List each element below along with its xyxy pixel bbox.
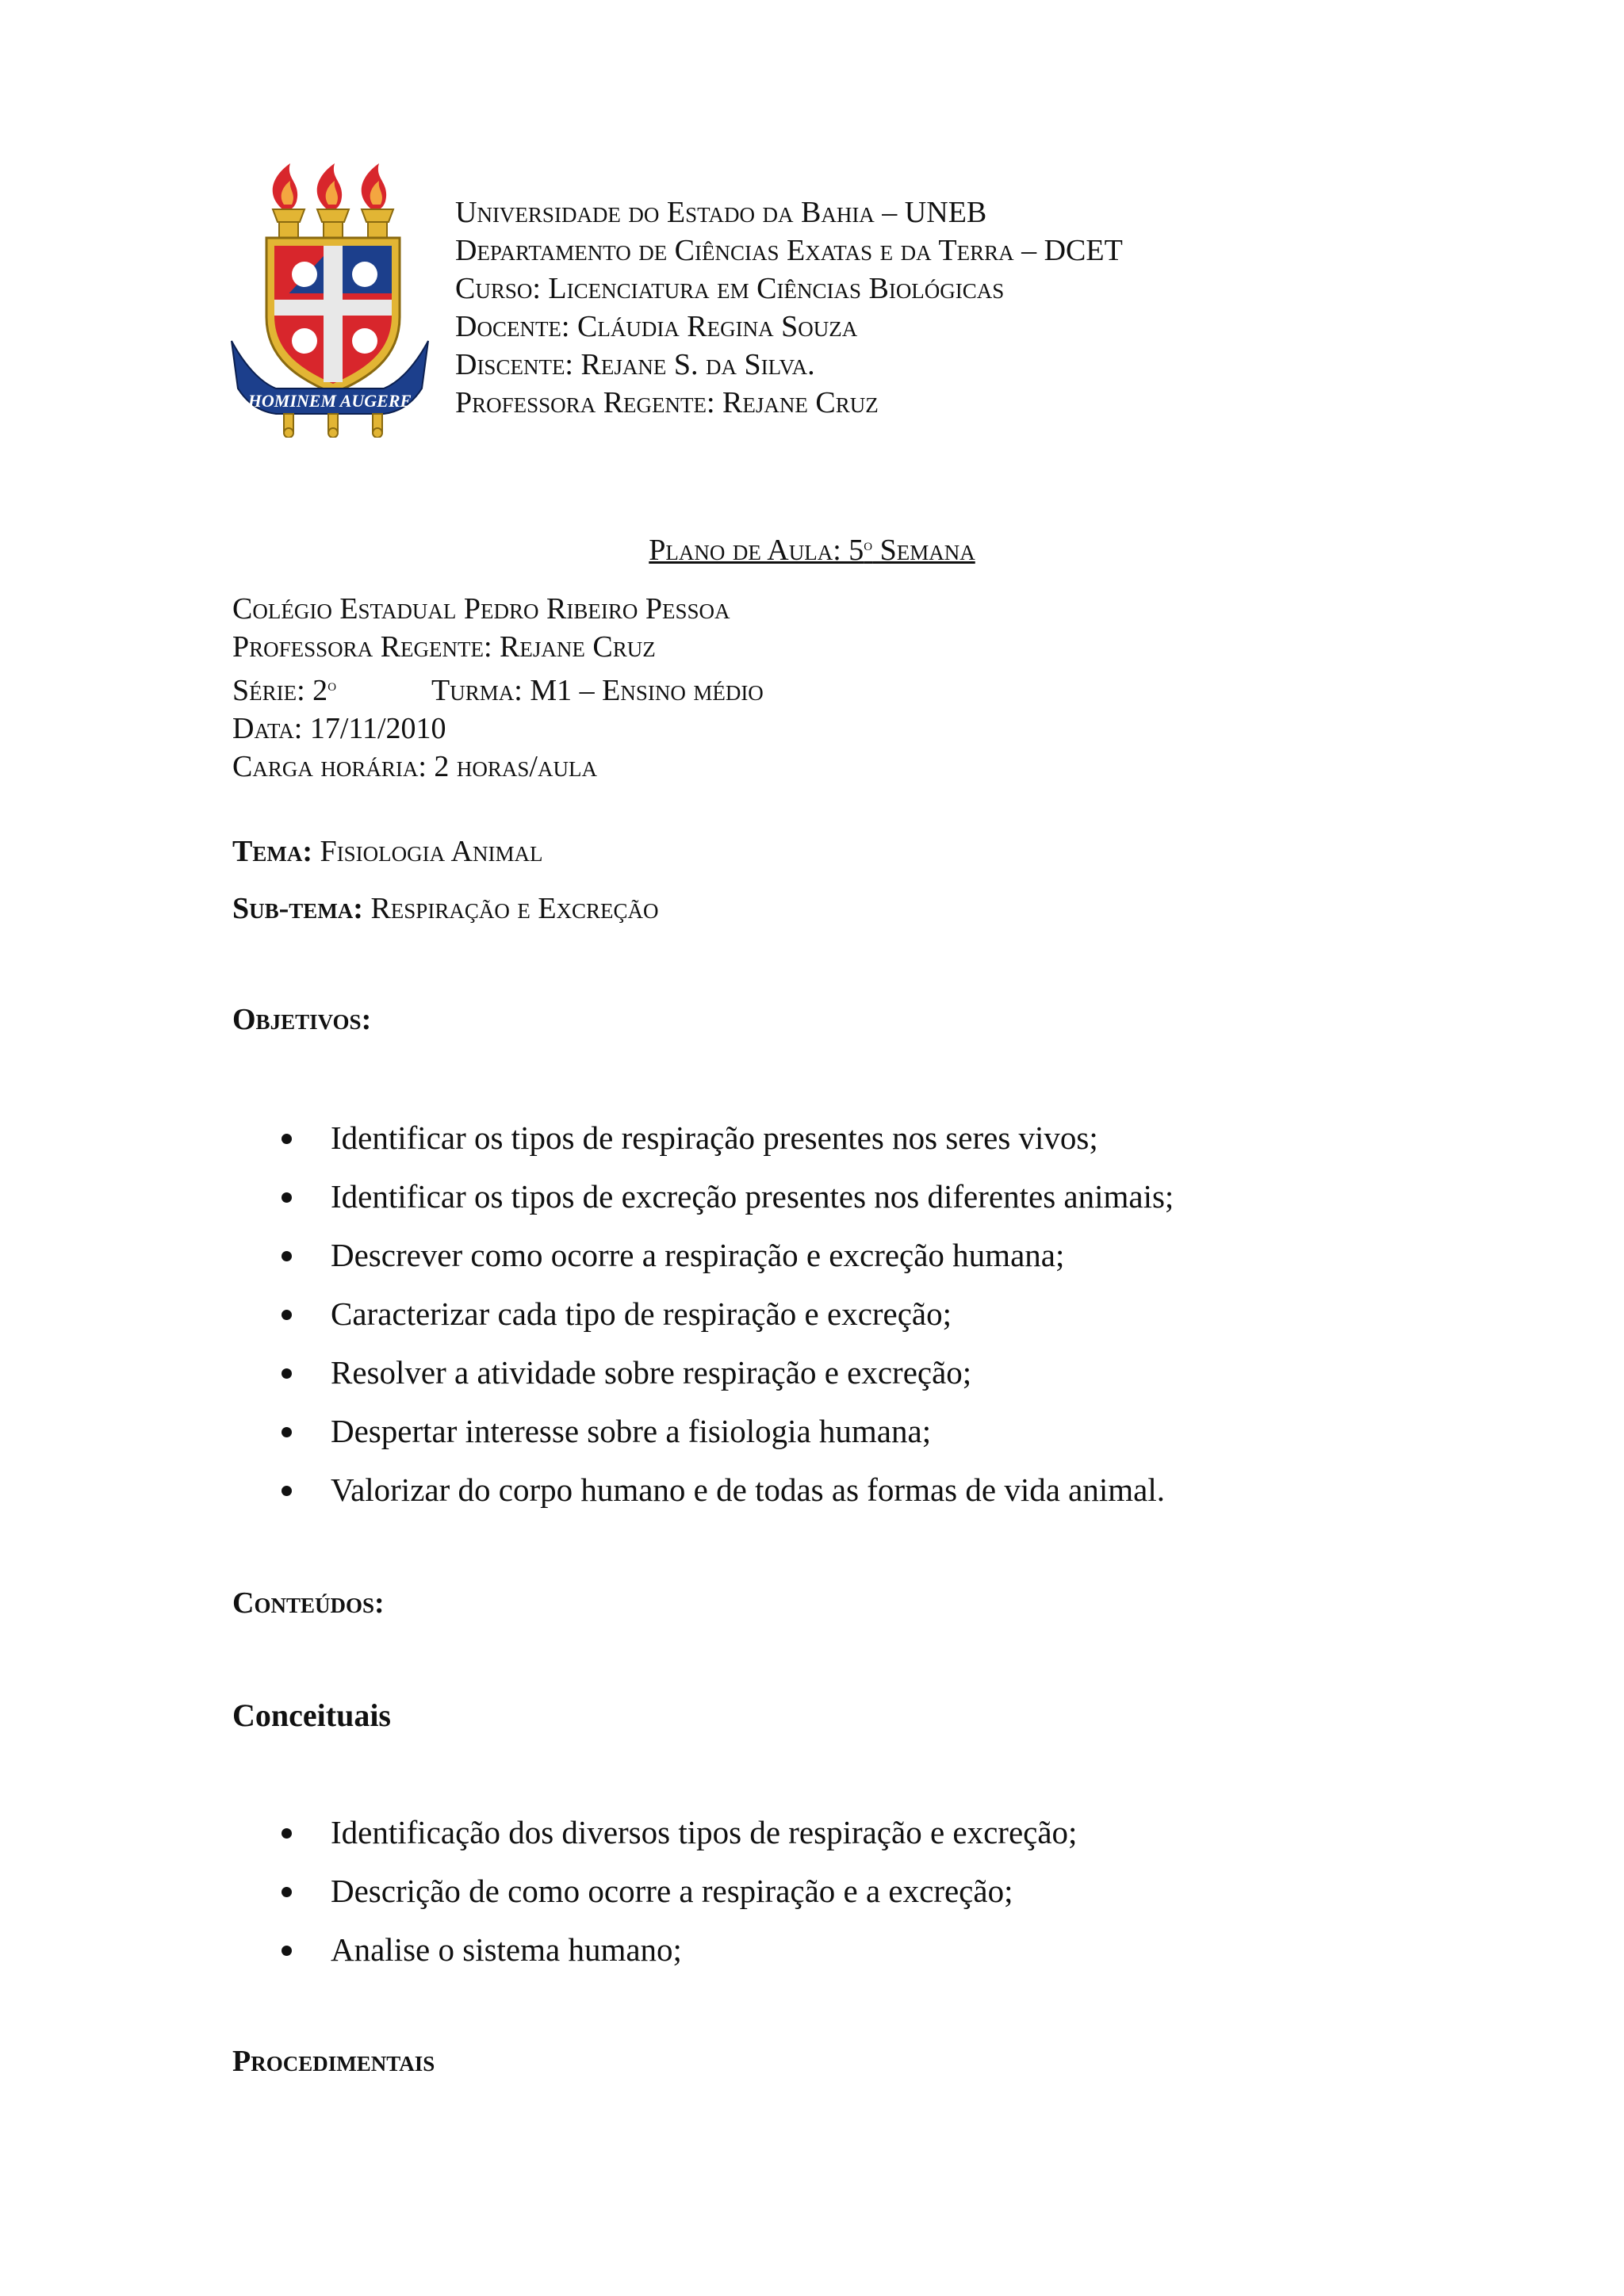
university-line: Universidade do Estado da Bahia – UNEB bbox=[455, 196, 987, 229]
objetivos-list bbox=[282, 1108, 1174, 1519]
logo-motto: HOMINEM AUGERE bbox=[247, 391, 412, 411]
professora-line: Professora Regente: Rejane Cruz bbox=[455, 386, 879, 419]
school-name: Colégio Estadual Pedro Ribeiro Pessoa bbox=[232, 592, 730, 626]
subtema-line bbox=[232, 891, 659, 926]
serie-sup: o bbox=[327, 675, 337, 695]
class-info bbox=[232, 590, 764, 786]
turma-label: Turma: M1 – Ensino médio bbox=[431, 674, 764, 707]
plan-title bbox=[0, 533, 1624, 568]
list-item: Identificar os tipos de respiração presentes nos seres vivos; bbox=[282, 1108, 1174, 1167]
bullet-icon bbox=[282, 1192, 292, 1203]
list-item: Resolver a atividade sobre respiração e excreção; bbox=[282, 1343, 1174, 1402]
serie-turma-line bbox=[232, 666, 764, 710]
flame-icon bbox=[273, 163, 386, 210]
list-item: Identificar os tipos de excreção presentes nos diferentes animais; bbox=[282, 1167, 1174, 1226]
list-item: Descrição de como ocorre a respiração e a excreção; bbox=[282, 1862, 1077, 1920]
docente-line: Docente: Cláudia Regina Souza bbox=[455, 310, 858, 343]
procedimentais-heading: Procedimentais bbox=[232, 2045, 435, 2078]
bullet-icon bbox=[282, 1251, 292, 1261]
bullet-icon bbox=[282, 1887, 292, 1897]
plan-title-suffix: Semana bbox=[872, 534, 975, 567]
institution-header bbox=[455, 193, 1123, 422]
objetivos-heading: Objetivos: bbox=[232, 1003, 372, 1036]
shield-icon bbox=[266, 238, 400, 393]
subtema-label: Sub-tema: bbox=[232, 892, 363, 925]
bullet-icon bbox=[282, 1368, 292, 1379]
discente-line: Discente: Rejane S. da Silva. bbox=[455, 348, 815, 381]
conceituais-heading: Conceituais bbox=[232, 1697, 391, 1733]
list-item: Despertar interesse sobre a fisiologia humana; bbox=[282, 1402, 1174, 1460]
uneb-coat-of-arms-icon bbox=[228, 159, 431, 438]
conteudos-heading: Conteúdos: bbox=[232, 1586, 385, 1620]
bullet-icon bbox=[282, 1134, 292, 1144]
bullet-icon bbox=[282, 1486, 292, 1496]
tema-label: Tema: bbox=[232, 835, 312, 868]
tema-value: Fisiologia Animal bbox=[312, 835, 543, 868]
bullet-icon bbox=[282, 1310, 292, 1320]
conceituais-list bbox=[282, 1803, 1077, 1979]
tema-line bbox=[232, 834, 542, 869]
list-item: Caracterizar cada tipo de respiração e excreção; bbox=[282, 1284, 1174, 1343]
list-item: Identificação dos diversos tipos de respiração e excreção; bbox=[282, 1803, 1077, 1862]
bullet-icon bbox=[282, 1427, 292, 1437]
course-line: Curso: Licenciatura em Ciências Biológicas bbox=[455, 272, 1005, 305]
list-item: Descrever como ocorre a respiração e excreção humana; bbox=[282, 1226, 1174, 1284]
bullet-icon bbox=[282, 1828, 292, 1839]
bullet-icon bbox=[282, 1946, 292, 1956]
department-line: Departamento de Ciências Exatas e da Terra – DCET bbox=[455, 234, 1123, 267]
teacher-name: Professora Regente: Rejane Cruz bbox=[232, 630, 656, 664]
serie-label: Série: 2 bbox=[232, 674, 328, 707]
plan-title-sup: o bbox=[864, 534, 873, 554]
list-item: Analise o sistema humano; bbox=[282, 1920, 1077, 1979]
subtema-value: Respiração e Excreção bbox=[362, 892, 659, 925]
plan-title-prefix: Plano de Aula: 5 bbox=[649, 534, 864, 567]
date-line: Data: 17/11/2010 bbox=[232, 712, 446, 745]
list-item: Valorizar do corpo humano e de todas as formas de vida animal. bbox=[282, 1460, 1174, 1519]
workload-line: Carga horária: 2 horas/aula bbox=[232, 750, 597, 783]
